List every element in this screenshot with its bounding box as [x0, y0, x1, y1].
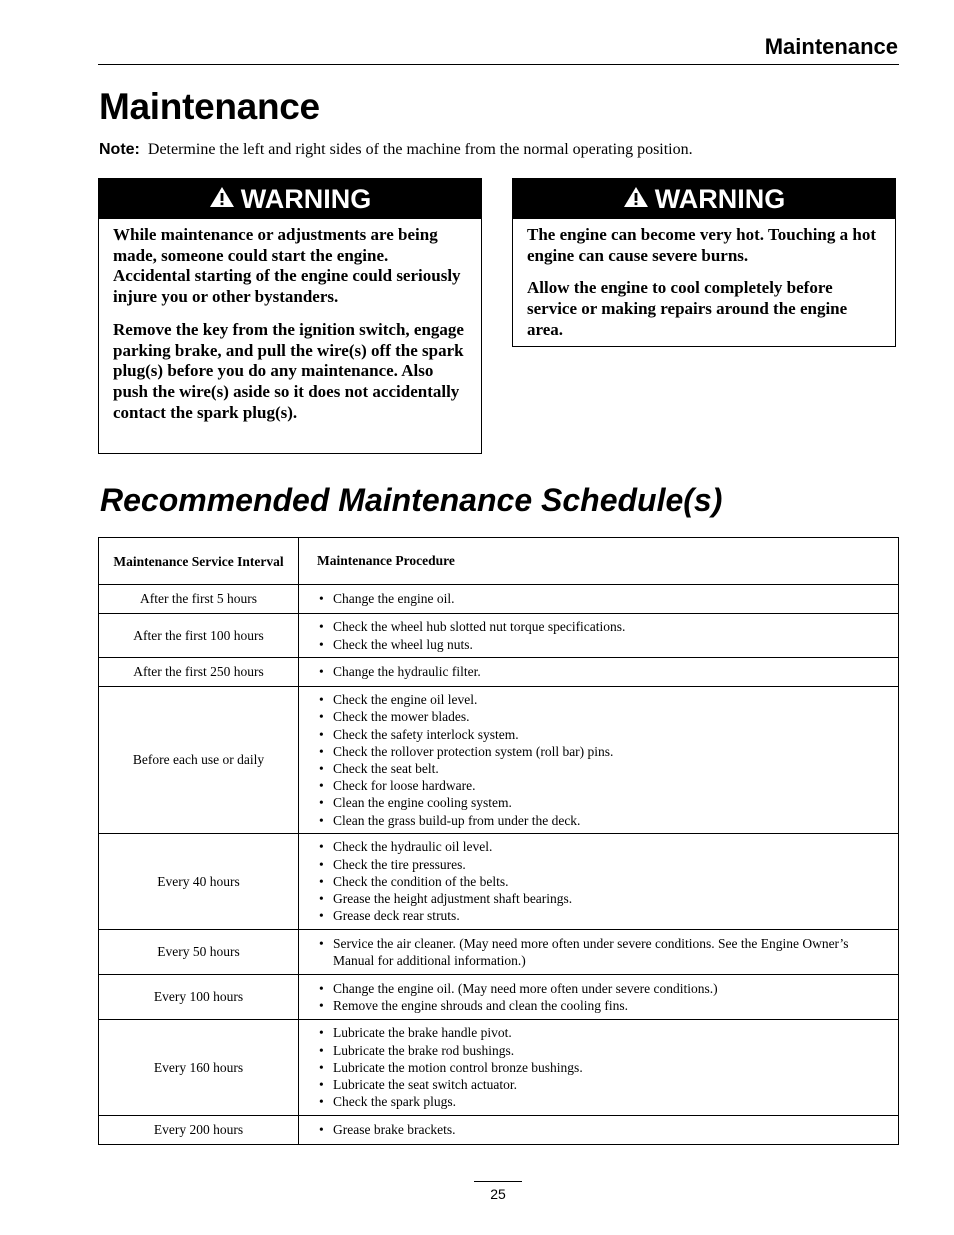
warning-header — [99, 179, 481, 219]
interval-cell: Every 100 hours — [99, 975, 299, 1020]
table-row — [99, 930, 899, 975]
procedure-cell — [299, 687, 899, 834]
procedure-item: • Change the engine oil. (May need more often under severe conditions.) — [317, 980, 878, 997]
table-row — [99, 975, 899, 1020]
procedure-item: • Service the air cleaner. (May need more often under severe conditions. See the Engine Owner’s Manual for additional information.) — [317, 935, 878, 969]
table-row — [99, 614, 899, 658]
warning-triangle-icon — [623, 184, 655, 215]
header-interval: Maintenance Service Interval — [113, 553, 284, 569]
warning-box-starting-engine — [98, 178, 482, 454]
procedure-item: • Check the tire pressures. — [317, 856, 878, 873]
procedure-item: • Change the engine oil. — [317, 590, 878, 607]
running-header-title: Maintenance — [764, 34, 898, 59]
procedure-item: • Check the spark plugs. — [317, 1093, 878, 1110]
procedure-item: • Clean the grass build-up from under the deck. — [317, 812, 878, 829]
note-text: Determine the left and right sides of the machine from the normal operating position. — [147, 141, 693, 158]
procedure-item: • Remove the engine shrouds and clean the cooling fins. — [317, 997, 878, 1014]
procedure-item: • Clean the engine cooling system. — [317, 794, 878, 811]
warning-box-hot-engine — [512, 178, 896, 347]
warning-paragraph: The engine can become very hot. Touching a hot engine can cause severe burns. — [527, 225, 876, 265]
page-title: Maintenance — [99, 86, 320, 127]
procedure-list — [317, 663, 898, 680]
procedure-item: • Check the wheel hub slotted nut torque specifications. — [317, 618, 878, 635]
interval-cell: Every 40 hours — [99, 834, 299, 930]
interval-cell: After the first 5 hours — [99, 585, 299, 614]
procedure-item: • Lubricate the seat switch actuator. — [317, 1076, 878, 1093]
procedure-list — [317, 1121, 898, 1138]
procedure-item: • Check the seat belt. — [317, 760, 878, 777]
procedure-item: • Check for loose hardware. — [317, 777, 878, 794]
header-rule — [98, 64, 899, 65]
interval-cell: Every 50 hours — [99, 930, 299, 975]
procedure-item: • Change the hydraulic filter. — [317, 663, 878, 680]
procedure-item: • Grease deck rear struts. — [317, 907, 878, 924]
note-label: Note: — [99, 141, 140, 158]
interval-cell: After the first 100 hours — [99, 614, 299, 658]
procedure-cell — [299, 1020, 899, 1116]
procedure-item: • Lubricate the motion control bronze bushings. — [317, 1059, 878, 1076]
procedure-list — [317, 691, 898, 829]
procedure-cell — [299, 930, 899, 975]
procedure-cell — [299, 585, 899, 614]
table-row — [99, 658, 899, 687]
procedure-item: • Check the wheel lug nuts. — [317, 636, 878, 653]
page-number: 25 — [474, 1181, 522, 1202]
table-row — [99, 1116, 899, 1145]
note — [99, 141, 693, 159]
warning-body — [513, 219, 895, 341]
procedure-item: • Lubricate the brake handle pivot. — [317, 1024, 878, 1041]
procedure-item: • Check the hydraulic oil level. — [317, 838, 878, 855]
procedure-list — [317, 618, 898, 652]
table-row — [99, 834, 899, 930]
interval-cell: Every 200 hours — [99, 1116, 299, 1145]
procedure-cell — [299, 975, 899, 1020]
interval-cell: Every 160 hours — [99, 1020, 299, 1116]
schedule-title: Recommended Maintenance Schedule(s) — [100, 482, 723, 518]
procedure-item: • Check the rollover protection system (roll bar) pins. — [317, 743, 878, 760]
interval-cell: Before each use or daily — [99, 687, 299, 834]
table-row — [99, 1020, 899, 1116]
procedure-list — [317, 980, 898, 1014]
procedure-item: • Check the safety interlock system. — [317, 726, 878, 743]
interval-cell: After the first 250 hours — [99, 658, 299, 687]
procedure-list — [317, 590, 898, 607]
warning-title: WARNING — [240, 183, 372, 214]
procedure-item: • Grease brake brackets. — [317, 1121, 878, 1138]
maintenance-schedule-table — [98, 537, 899, 1145]
table-row — [99, 687, 899, 834]
procedure-item: • Check the mower blades. — [317, 708, 878, 725]
header-procedure: Maintenance Procedure — [299, 538, 899, 585]
procedure-item: • Lubricate the brake rod bushings. — [317, 1042, 878, 1059]
procedure-list — [317, 838, 898, 924]
warning-body — [99, 219, 481, 423]
procedure-cell — [299, 1116, 899, 1145]
procedure-item: • Grease the height adjustment shaft bearings. — [317, 890, 878, 907]
procedure-item: • Check the engine oil level. — [317, 691, 878, 708]
procedure-list — [317, 1024, 898, 1110]
warning-title: WARNING — [654, 183, 786, 214]
warning-paragraph: Allow the engine to cool completely before service or making repairs around the engine area. — [527, 278, 848, 339]
procedure-item: • Check the condition of the belts. — [317, 873, 878, 890]
warning-paragraph: While maintenance or adjustments are being made, someone could start the engine. Accidental starting of the engine could seriously injure you or other bystanders. — [113, 225, 461, 307]
warning-header — [513, 179, 895, 219]
procedure-list — [317, 935, 898, 969]
warning-triangle-icon — [209, 184, 241, 215]
procedure-cell — [299, 614, 899, 658]
table-row — [99, 585, 899, 614]
table-header-row — [99, 538, 899, 585]
procedure-cell — [299, 834, 899, 930]
warning-paragraph: Remove the key from the ignition switch, engage parking brake, and pull the wire(s) off the spark plug(s) before you do any maintenance. Also push the wire(s) aside so it does not accidentally contact the spark plug(s). — [113, 319, 464, 422]
procedure-cell — [299, 658, 899, 687]
